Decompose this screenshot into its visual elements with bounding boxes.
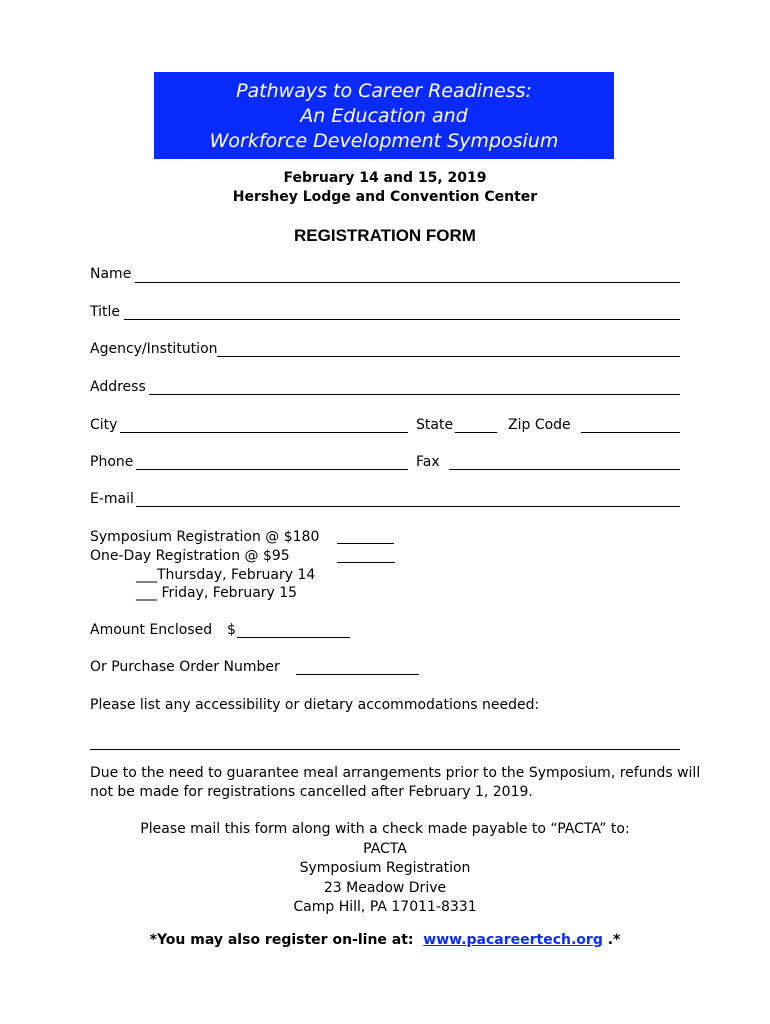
zip-label: Zip Code [508, 417, 571, 433]
mailing-street: 23 Meadow Drive [323, 879, 447, 896]
event-venue: Hershey Lodge and Convention Center [232, 189, 538, 205]
online-suffix: .* [602, 932, 621, 948]
state-label: State [416, 417, 454, 433]
state-field[interactable] [455, 432, 497, 433]
mailing-instructions [0, 820, 770, 918]
phone-field[interactable] [136, 469, 408, 470]
banner-line-2: An Education and [300, 105, 468, 127]
address-label: Address [90, 379, 146, 395]
refund-policy-line-1: Due to the need to guarantee meal arrangements prior to the Symposium, refunds will [90, 765, 701, 781]
city-label: City [90, 417, 118, 433]
agency-label: Agency/Institution [90, 341, 218, 357]
city-field[interactable] [120, 432, 408, 433]
registration-website-link[interactable]: www.pacareertech.org [423, 932, 603, 948]
banner-line-1: Pathways to Career Readiness: [236, 80, 532, 102]
one-day-registration-label: One-Day Registration @ $95 [90, 548, 290, 564]
email-field[interactable] [136, 506, 680, 507]
title-banner [154, 72, 614, 159]
purchase-order-label: Or Purchase Order Number [90, 659, 280, 675]
name-field[interactable] [135, 282, 680, 283]
accommodations-field[interactable] [90, 749, 680, 750]
amount-enclosed-label: Amount Enclosed [90, 622, 213, 638]
agency-field[interactable] [217, 356, 680, 357]
name-label: Name [90, 266, 132, 282]
friday-option[interactable]: ___ Friday, February 15 [136, 585, 298, 601]
mailing-dept: Symposium Registration [299, 860, 471, 876]
accommodations-label: Please list any accessibility or dietary accommodations needed: [90, 697, 540, 713]
online-registration [0, 932, 770, 948]
fax-label: Fax [416, 454, 440, 470]
purchase-order-field[interactable] [296, 674, 419, 675]
address-field[interactable] [149, 394, 680, 395]
symposium-registration-label: Symposium Registration @ $180 [90, 529, 320, 545]
currency-symbol: $ [227, 622, 236, 638]
title-label: Title [90, 304, 121, 320]
event-dates: February 14 and 15, 2019 [283, 170, 487, 186]
refund-policy-line-2: not be made for registrations cancelled after February 1, 2019. [90, 784, 533, 800]
fax-field[interactable] [449, 469, 680, 470]
mailing-org: PACTA [363, 840, 407, 857]
mailing-city: Camp Hill, PA 17011-8331 [293, 899, 477, 915]
online-prefix: *You may also register on-line at: [149, 932, 414, 948]
banner-line-3: Workforce Development Symposium [209, 130, 559, 152]
phone-label: Phone [90, 454, 134, 470]
symposium-registration-field[interactable] [337, 543, 394, 544]
amount-field[interactable] [237, 637, 350, 638]
title-field[interactable] [124, 319, 680, 320]
form-title: REGISTRATION FORM [294, 226, 476, 245]
email-label: E-mail [90, 491, 134, 507]
refund-policy [90, 764, 701, 802]
thursday-option[interactable]: ___Thursday, February 14 [136, 567, 316, 583]
zip-field[interactable] [581, 432, 680, 433]
mailing-intro: Please mail this form along with a check made payable to “PACTA” to: [140, 821, 630, 837]
one-day-registration-field[interactable] [337, 562, 395, 563]
